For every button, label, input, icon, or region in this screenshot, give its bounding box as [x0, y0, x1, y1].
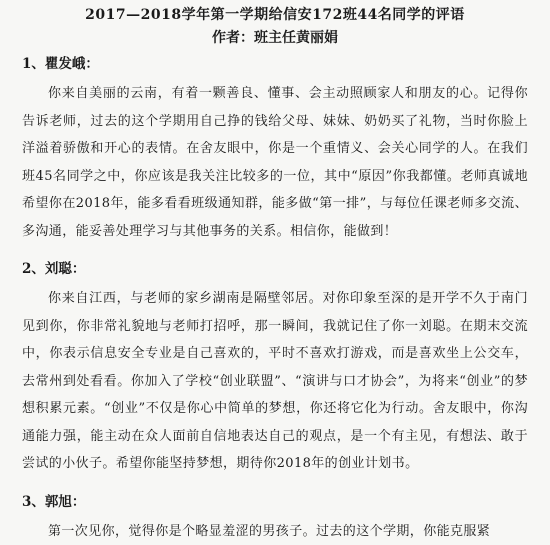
- comment-section: [22, 257, 528, 478]
- section-gap: [22, 478, 528, 490]
- section-gap: [22, 245, 528, 257]
- comment-text: 第一次见你，觉得你是个略显羞涩的男孩子。过去的这个学期，你能克服紧: [22, 518, 528, 545]
- document-title: 2017—2018学年第一学期给信安172班44名同学的评语: [22, 4, 528, 26]
- student-heading: 1、瞿发峨：: [22, 52, 528, 76]
- comment-section: [22, 490, 528, 545]
- student-heading: 2、刘聪：: [22, 257, 528, 281]
- student-heading: 3、郭旭：: [22, 490, 528, 514]
- comment-text: 你来自江西，与老师的家乡湖南是隔壁邻居。对你印象至深的是开学不久于南门见到你，你非常礼貌地与老师打招呼，那一瞬间，我就记住了你一刘聪。在期末交流中，你表示信息安全专业是自己喜欢的，平时不喜欢打游戏，而是喜欢坐上公交车，去常州到处看看。你加入了学校“创业联盟”、“演讲与口才协会”，为将来“创业”的梦想积累元素。“创业”不仅是你心中简单的梦想，你还将它化为行动。舍友眼中，你沟通能力强，能主动在众人面前自信地表达自己的观点，是一个有主见，有想法、敢于尝试的小伙子。希望你能坚持梦想，期待你2018年的创业计划书。: [22, 285, 528, 478]
- comment-text: 你来自美丽的云南，有着一颗善良、懂事、会主动照顾家人和朋友的心。记得你告诉老师，过去的这个学期用自己挣的钱给父母、妹妹、奶奶买了礼物，当时你脸上洋溢着骄傲和开心的表情。在舍友眼中，你是一个重情义、会关心同学的人。在我们班45名同学之中，你应该是我关注比较多的一位，其中“原因”你我都懂。老师真诚地希望你在2018年，能多看看班级通知群，能多做“第一排”，与每位任课老师多交流、多沟通，能妥善处理学习与其他事务的关系。相信你，能做到！: [22, 80, 528, 245]
- comment-section: [22, 52, 528, 245]
- document-author: 作者：班主任黄丽娟: [22, 26, 528, 50]
